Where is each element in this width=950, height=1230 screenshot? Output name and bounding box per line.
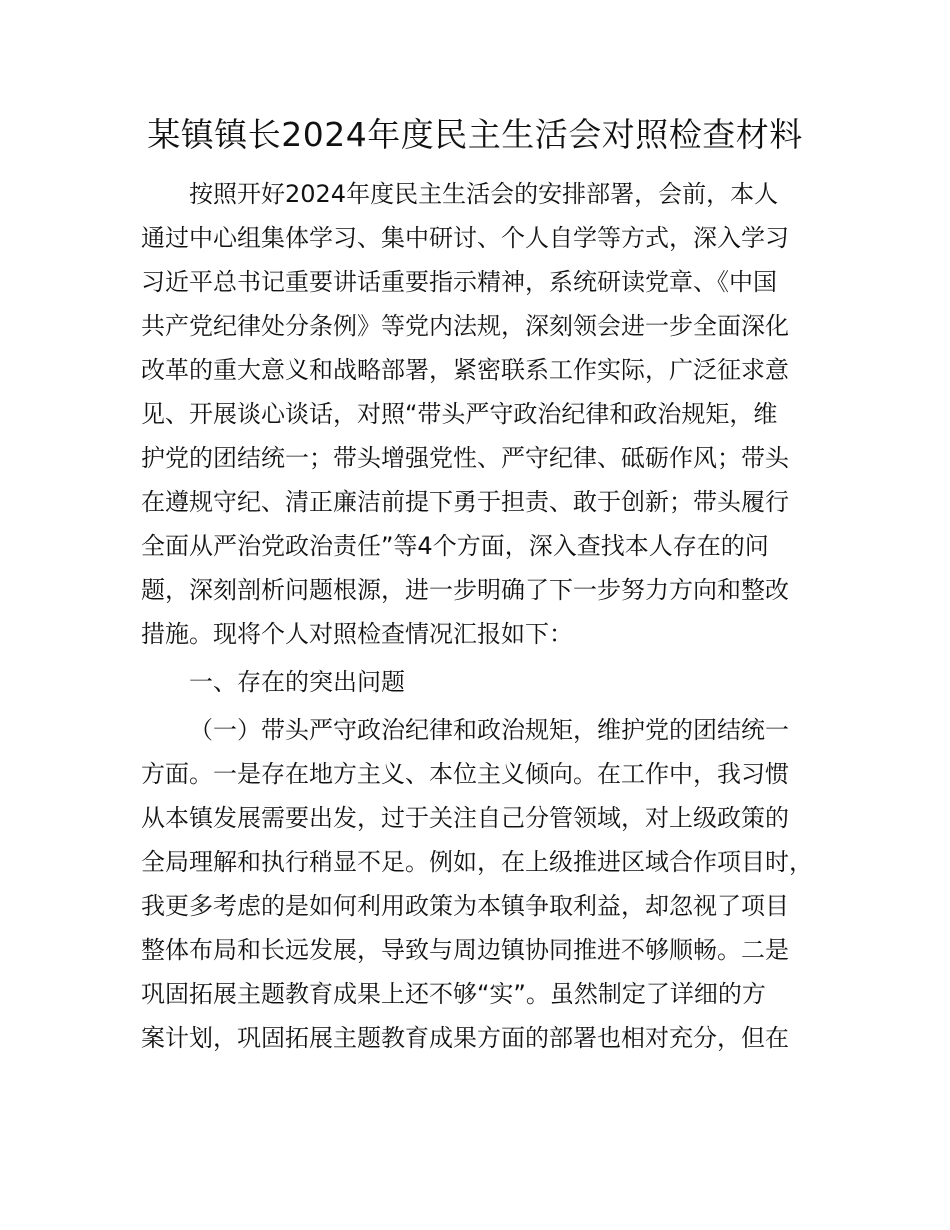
section-line: 我更多考虑的是如何利用政策为本镇争取利益，却忽视了项目 xyxy=(141,892,789,920)
section-line: （一）带头严守政治纪律和政治规矩，维护党的团结统一 xyxy=(189,716,789,744)
intro-line: 通过中心组集体学习、集中研讨、个人自学等方式，深入学习 xyxy=(141,224,789,252)
section-heading: 一、存在的突出问题 xyxy=(189,668,405,696)
intro-line: 共产党纪律处分条例》等党内法规，深刻领会进一步全面深化 xyxy=(141,312,789,340)
section-line: 全局理解和执行稍显不足。例如，在上级推进区域合作项目时， xyxy=(141,848,813,876)
intro-line: 措施。现将个人对照检查情况汇报如下： xyxy=(141,620,573,648)
section-line: 巩固拓展主题教育成果上还不够“实”。虽然制定了详细的方 xyxy=(141,980,766,1008)
intro-line: 按照开好2024年度民主生活会的安排部署，会前，本人 xyxy=(189,180,779,208)
intro-line: 习近平总书记重要讲话重要指示精神，系统研读党章、《中国 xyxy=(141,268,777,296)
intro-line: 见、开展谈心谈话，对照“带头严守政治纪律和政治规矩，维 xyxy=(141,400,778,428)
section-line: 方面。一是存在地方主义、本位主义倾向。在工作中，我习惯 xyxy=(141,760,789,788)
section-line: 案计划，巩固拓展主题教育成果方面的部署也相对充分，但在 xyxy=(141,1024,789,1052)
intro-line: 改革的重大意义和战略部署，紧密联系工作实际，广泛征求意 xyxy=(141,356,789,384)
document-title: 某镇镇长2024年度民主生活会对照检查材料 xyxy=(147,115,803,154)
section-line: 整体布局和长远发展，导致与周边镇协同推进不够顺畅。二是 xyxy=(141,936,789,964)
intro-line: 在遵规守纪、清正廉洁前提下勇于担责、敢于创新；带头履行 xyxy=(141,488,789,516)
section-line: 从本镇发展需要出发，过于关注自己分管领域，对上级政策的 xyxy=(141,804,789,832)
intro-line: 全面从严治党政治责任”等4个方面，深入查找本人存在的问 xyxy=(141,532,769,560)
intro-line: 护党的团结统一；带头增强党性、严守纪律、砥砺作风；带头 xyxy=(141,444,789,472)
intro-line: 题，深刻剖析问题根源，进一步明确了下一步努力方向和整改 xyxy=(141,576,789,604)
